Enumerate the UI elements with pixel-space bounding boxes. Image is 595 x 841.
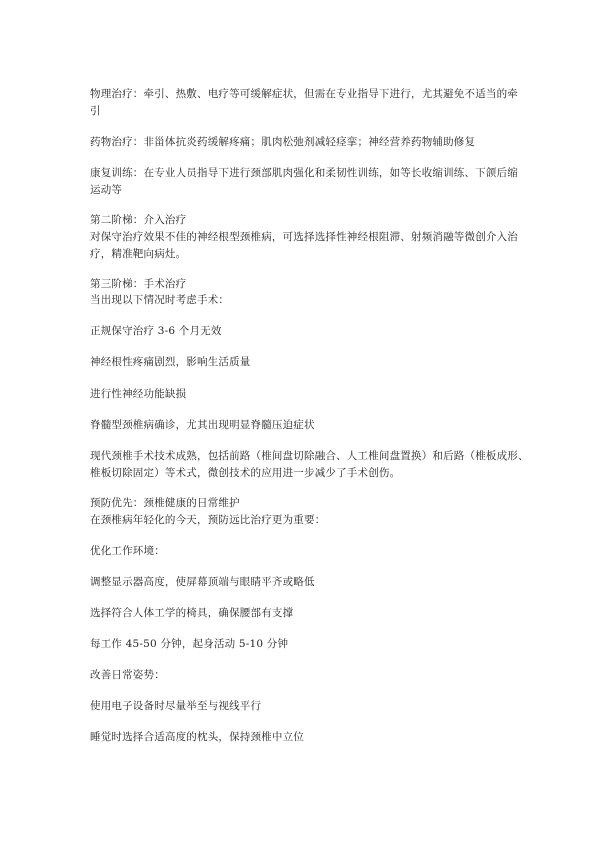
second-step-body-line-2: 疗，精准靶向病灶。 <box>90 248 187 260</box>
physical-therapy-line-2: 引 <box>90 105 101 117</box>
second-step-heading: 第二阶梯：介入治疗 <box>90 214 187 226</box>
modern-surgery-line-1: 现代颈椎手术技术成熟，包括前路（椎间盘切除融合、人工椎间盘置换）和后路（椎板成形、 <box>90 450 529 462</box>
physical-therapy-line-1: 物理治疗：牵引、热敷、电疗等可缓解症状，但需在专业指导下进行，尤其避免不适当的牵 <box>90 88 518 100</box>
work-environment-item-3: 每工作 45-50 分钟，起身活动 5-10 分钟 <box>90 638 289 650</box>
second-step-body-line-1: 对保守治疗效果不佳的神经根型颈椎病，可选择选择性神经根阻滞、射频消融等微创介入治 <box>90 231 518 243</box>
surgery-indication-1: 正规保守治疗 3-6 个月无效 <box>90 325 222 337</box>
drug-therapy-line: 药物治疗：非甾体抗炎药缓解疼痛；肌肉松弛剂减轻痉挛；神经营养药物辅助修复 <box>90 136 476 148</box>
surgery-indication-2: 神经根性疼痛剧烈，影响生活质量 <box>90 356 251 368</box>
surgery-indication-3: 进行性神经功能缺损 <box>90 388 187 400</box>
rehab-training-line-1: 康复训练：在专业人员指导下进行颈部肌肉强化和柔韧性训练，如等长收缩训练、下颌后缩 <box>90 167 518 179</box>
prevention-intro: 在颈椎病年轻化的今天，预防远比治疗更为重要： <box>90 514 326 526</box>
posture-item-1: 使用电子设备时尽量举至与视线平行 <box>90 700 262 712</box>
posture-heading: 改善日常姿势： <box>90 669 165 681</box>
posture-item-2: 睡觉时选择合适高度的枕头，保持颈椎中立位 <box>90 731 304 743</box>
rehab-training-line-2: 运动等 <box>90 184 123 196</box>
work-environment-heading: 优化工作环境： <box>90 545 165 557</box>
modern-surgery-line-2: 椎板切除固定）等术式，微创技术的应用进一步减少了手术创伤。 <box>90 467 401 479</box>
surgery-indication-4: 脊髓型颈椎病确诊，尤其出现明显脊髓压迫症状 <box>90 419 315 431</box>
work-environment-item-2: 选择符合人体工学的椅具，确保腰部有支撑 <box>90 607 294 619</box>
work-environment-item-1: 调整显示器高度，使屏幕顶端与眼睛平齐或略低 <box>90 576 315 588</box>
prevention-heading: 预防优先：颈椎健康的日常维护 <box>90 497 240 509</box>
third-step-intro: 当出现以下情况时考虑手术： <box>90 294 230 306</box>
third-step-heading: 第三阶梯：手术治疗 <box>90 278 187 290</box>
